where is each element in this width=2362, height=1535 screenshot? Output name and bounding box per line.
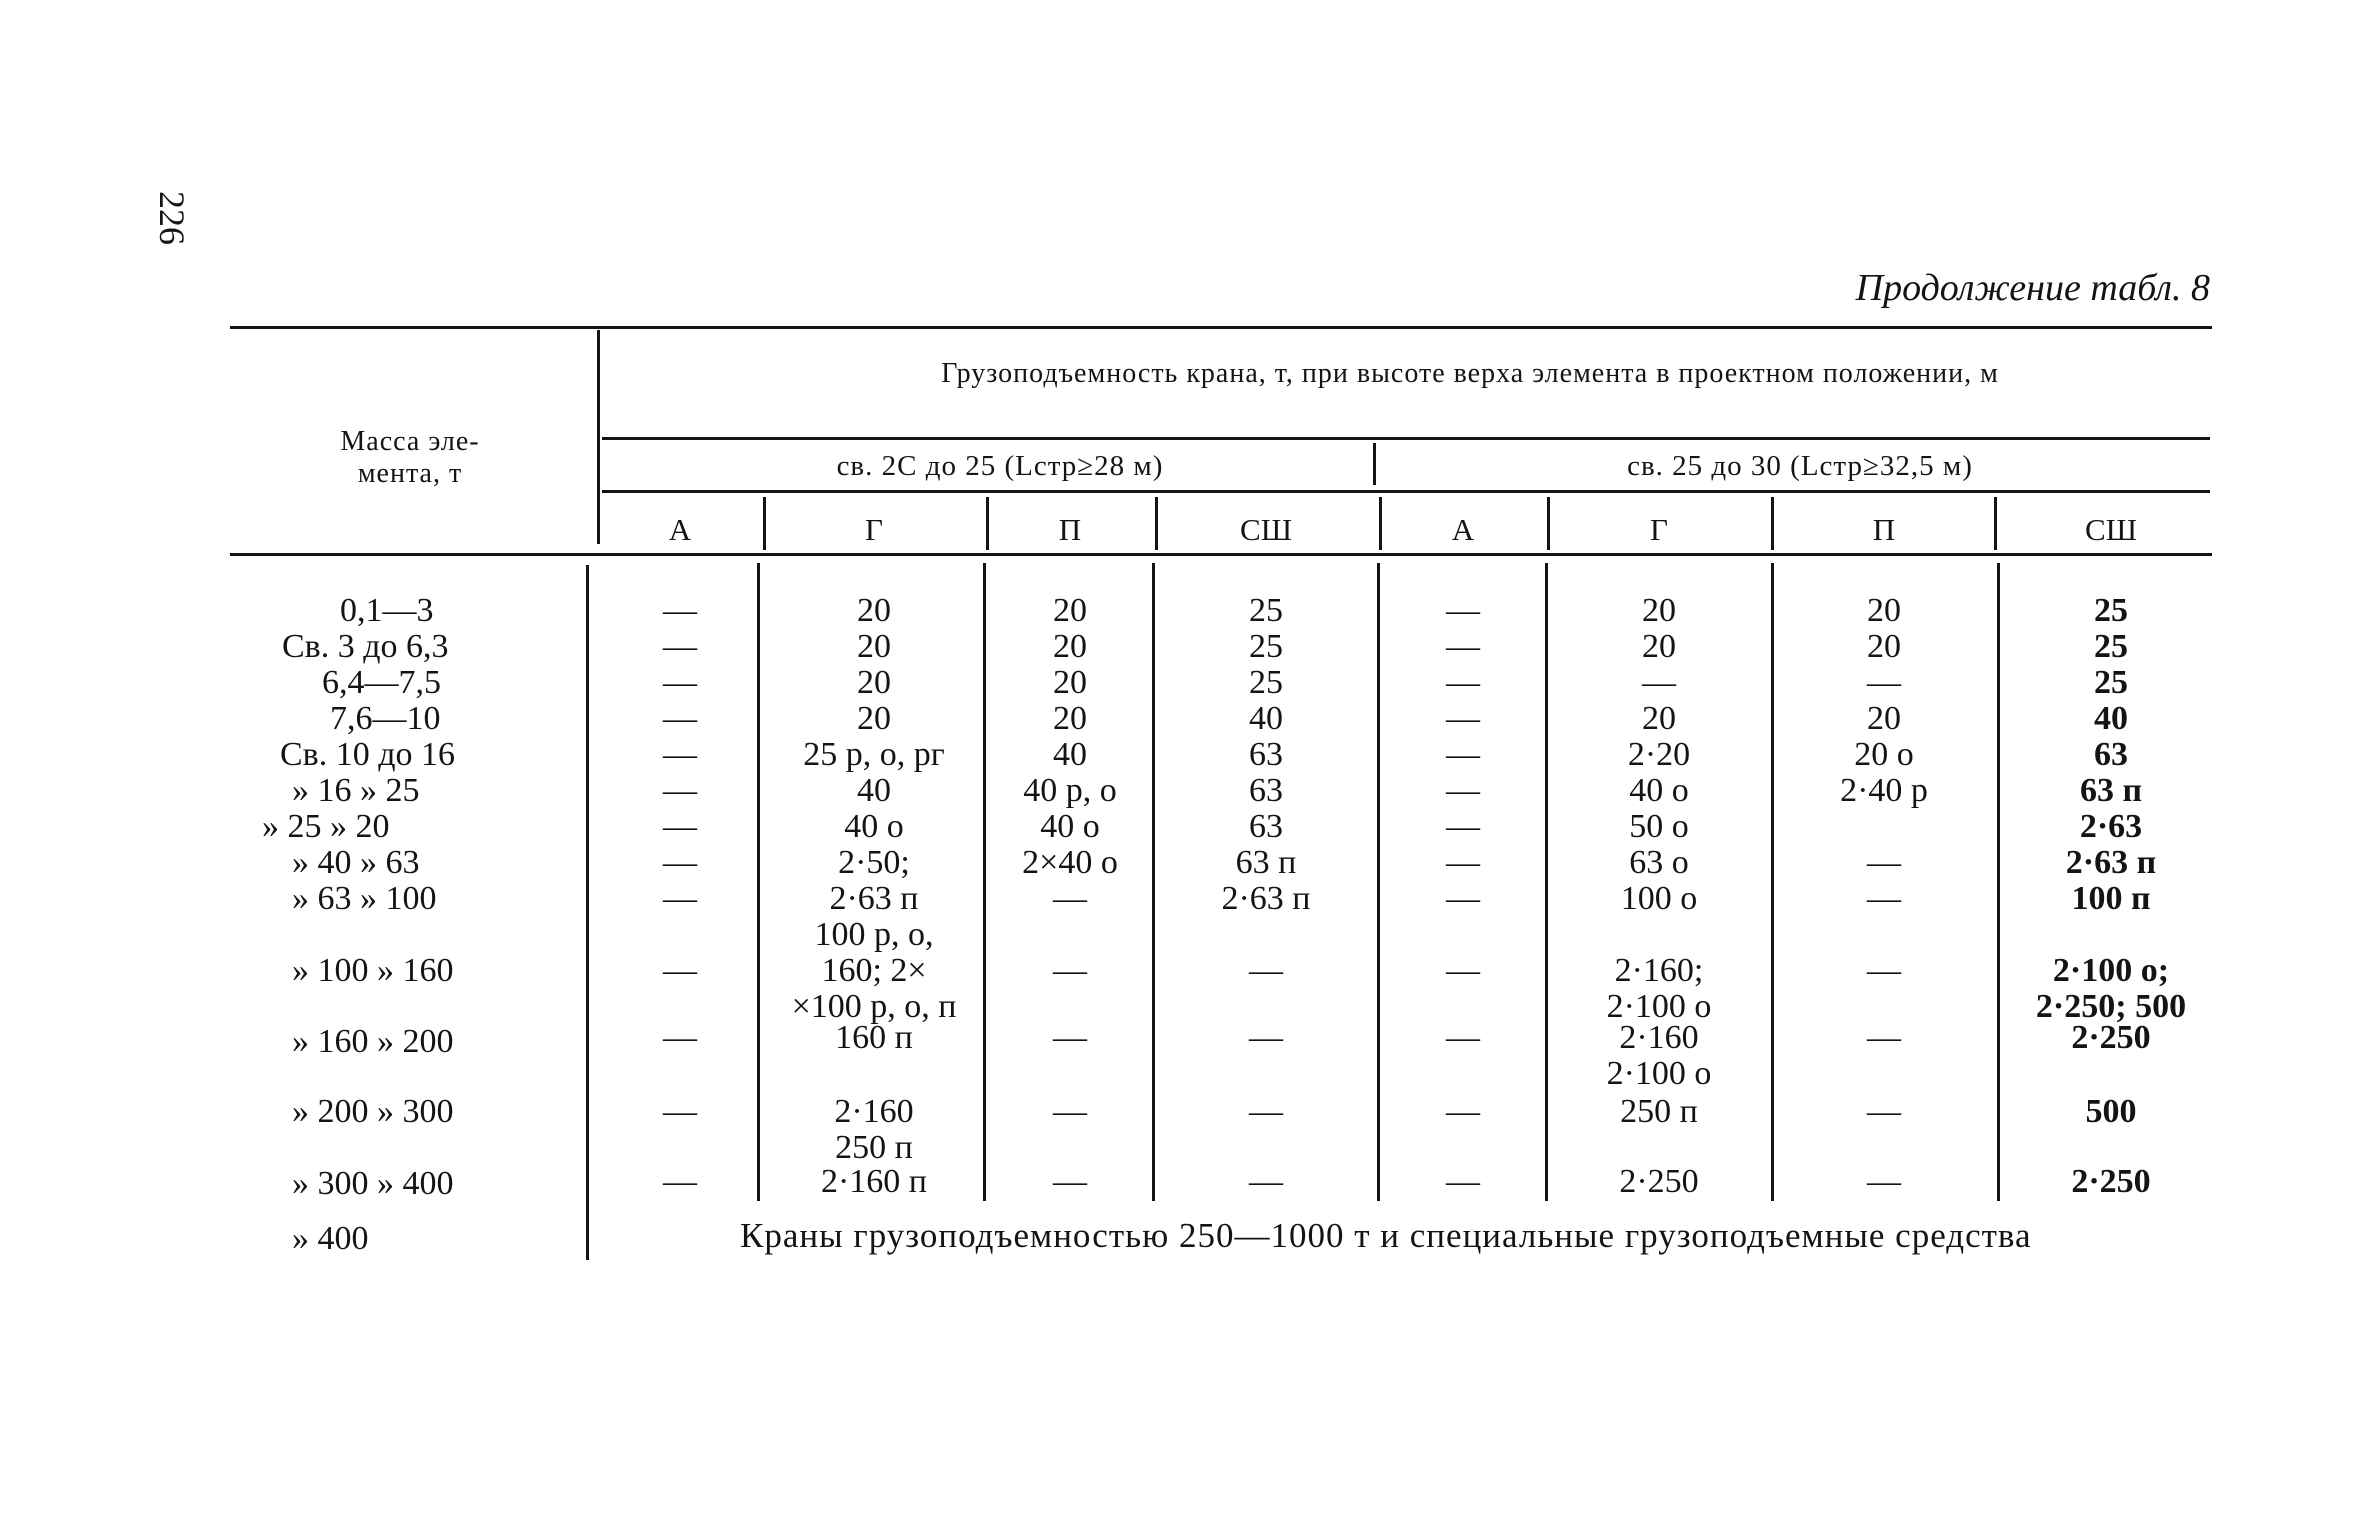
col-divider-b4	[1377, 563, 1380, 1201]
main-header: Грузоподъемность крана, т, при высоте верха элемента в проектном положении, м	[941, 358, 1999, 389]
table-cell: —	[1249, 1163, 1283, 1200]
table-cell: —	[1446, 700, 1480, 737]
row-mass-label: 0,1—3	[340, 592, 434, 629]
col-divider-h3	[1155, 497, 1158, 550]
table-cell: 25	[1249, 664, 1283, 701]
last-row-mass: » 400	[292, 1220, 369, 1257]
table-cell: 2·160 2·100 о	[1606, 1019, 1712, 1092]
table-cell: 40	[1249, 700, 1283, 737]
table-cell: —	[1446, 1019, 1480, 1056]
table-cell: 2×40 о	[1022, 844, 1118, 881]
table-cell: 20	[1867, 592, 1901, 629]
table-cell: —	[1446, 880, 1480, 917]
table-cell: 100 п	[2071, 880, 2151, 917]
table-cell: 63	[2094, 736, 2128, 773]
table-cell: 40 р, о	[1023, 772, 1117, 809]
table-cell: 50 о	[1629, 808, 1689, 845]
table-cell: —	[1446, 772, 1480, 809]
table-cell: —	[1446, 592, 1480, 629]
group-divider	[1373, 443, 1376, 485]
table-cell: —	[1446, 952, 1480, 989]
column-header: П	[1872, 512, 1896, 547]
row-mass-label: 7,6—10	[330, 700, 441, 737]
table-cell: 25	[2094, 592, 2128, 629]
table-cell: 40	[857, 772, 891, 809]
table-cell: —	[1446, 664, 1480, 701]
table-cell: —	[663, 736, 697, 773]
col-divider-b6	[1771, 563, 1774, 1201]
table-cell: 63	[1249, 736, 1283, 773]
table-cell: 2·40 р	[1840, 772, 1928, 809]
table-cell: 20	[1867, 700, 1901, 737]
table-cell: —	[1446, 1163, 1480, 1200]
table-cell: —	[663, 844, 697, 881]
table-cell: 25	[1249, 628, 1283, 665]
column-header: Г	[865, 512, 883, 547]
table-cell: 40 о	[1629, 772, 1689, 809]
table-cell: 20	[1642, 628, 1676, 665]
table-cell: —	[1867, 664, 1901, 701]
group-header-2: св. 25 до 30 (Lстр≥32,5 м)	[1627, 450, 1973, 482]
table-cell: —	[1642, 664, 1676, 701]
table-cell: 40 о	[1040, 808, 1100, 845]
table-cell: 63 о	[1629, 844, 1689, 881]
table-cell: 63	[1249, 808, 1283, 845]
column-header: Г	[1650, 512, 1668, 547]
col-divider-b5	[1545, 563, 1548, 1201]
row-mass-label: » 100 » 160	[292, 952, 454, 989]
column-header: П	[1058, 512, 1082, 547]
table-cell: 20	[1053, 700, 1087, 737]
table-cell: 63	[1249, 772, 1283, 809]
group-header-1: св. 2С до 25 (Lстр≥28 м)	[836, 450, 1164, 482]
row-mass-label: » 63 » 100	[292, 880, 437, 917]
table-cell: —	[1053, 1019, 1087, 1056]
top-rule	[230, 326, 2212, 329]
table-cell: —	[1867, 880, 1901, 917]
table-cell: 40	[1053, 736, 1087, 773]
row-mass-label: » 300 » 400	[292, 1165, 454, 1202]
col-divider-h1	[763, 497, 766, 550]
col-divider-b3	[1152, 563, 1155, 1201]
row-mass-label: 6,4—7,5	[322, 664, 441, 701]
table-caption: Продолжение табл. 8	[1855, 267, 2210, 309]
table-cell: 63 п	[2079, 772, 2143, 809]
header-subrule-1	[602, 437, 2210, 440]
mass-divider-body	[586, 565, 589, 1260]
table-cell: 100 о	[1620, 880, 1698, 917]
table-cell: 2·50;	[838, 844, 910, 881]
table-cell: 63 п	[1235, 844, 1297, 881]
col-divider-b7	[1997, 563, 2000, 1201]
table-cell: 25	[1249, 592, 1283, 629]
table-cell: 20	[857, 664, 891, 701]
table-cell: —	[663, 592, 697, 629]
table-cell: —	[663, 808, 697, 845]
column-header: СШ	[1240, 512, 1292, 547]
row-mass-label: Св. 3 до 6,3	[282, 628, 449, 665]
table-cell: —	[1867, 1019, 1901, 1056]
table-cell: 20	[1642, 700, 1676, 737]
row-mass-label: Св. 10 до 16	[280, 736, 456, 773]
row-mass-label: » 25 » 20	[262, 808, 390, 845]
table-cell: 25 р, о, рг	[803, 736, 945, 773]
table-cell: 2·63 п	[1221, 880, 1311, 917]
table-cell: —	[1249, 1019, 1283, 1056]
column-header: А	[668, 512, 692, 547]
table-cell: —	[1867, 1163, 1901, 1200]
table-cell: 2·100 о; 2·250; 500	[2035, 952, 2187, 1025]
table-cell: 20	[857, 628, 891, 665]
table-cell: —	[663, 664, 697, 701]
row-mass-label: » 40 » 63	[292, 844, 420, 881]
row-mass-label: » 160 » 200	[292, 1023, 454, 1060]
table-cell: 500	[2085, 1093, 2137, 1130]
table-cell: 2·63	[2079, 808, 2143, 845]
col-divider-h7	[1994, 497, 1997, 550]
table-cell: —	[663, 1163, 697, 1200]
header-bottom-rule	[230, 553, 2212, 556]
table-cell: —	[663, 952, 697, 989]
table-cell: —	[1446, 628, 1480, 665]
row-mass-label: » 16 » 25	[292, 772, 420, 809]
table-cell: —	[1053, 1163, 1087, 1200]
table-cell: 20	[1053, 664, 1087, 701]
table-cell: —	[1867, 844, 1901, 881]
col-divider-h4	[1379, 497, 1382, 550]
table-cell: 2·250	[2071, 1163, 2151, 1200]
column-header: СШ	[2085, 512, 2137, 547]
table-cell: 25	[2094, 628, 2128, 665]
table-cell: —	[663, 700, 697, 737]
table-cell: 20 о	[1854, 736, 1914, 773]
page-number: 226	[152, 191, 192, 245]
table-cell: 2·160 п	[820, 1163, 928, 1200]
header-subrule-2	[602, 490, 2210, 493]
table-cell: —	[1446, 808, 1480, 845]
table-cell: 2·20	[1627, 736, 1691, 773]
table-cell: 20	[1642, 592, 1676, 629]
mass-header: Масса эле- мента, т	[340, 426, 480, 489]
last-row-note: Краны грузоподъемностью 250—1000 т и специальные грузоподъемные средства	[740, 1216, 2032, 1255]
table-cell: —	[1053, 952, 1087, 989]
table-cell: 100 р, о, 160; 2× ×100 р, о, п	[791, 916, 957, 1025]
table-cell: —	[1446, 1093, 1480, 1130]
table-cell: 2·250	[1619, 1163, 1699, 1200]
column-header: А	[1451, 512, 1475, 547]
table-cell: 20	[1053, 592, 1087, 629]
table-cell: 2·63 п	[2065, 844, 2157, 881]
table-cell: 20	[1867, 628, 1901, 665]
table-cell: —	[663, 772, 697, 809]
table-cell: —	[1446, 736, 1480, 773]
table-cell: 20	[1053, 628, 1087, 665]
table-cell: —	[663, 1093, 697, 1130]
table-cell: 2·250	[2071, 1019, 2151, 1056]
table-cell: 20	[857, 700, 891, 737]
table-cell: 2·160; 2·100 о	[1606, 952, 1712, 1025]
table-cell: —	[1249, 1093, 1283, 1130]
table-cell: 250 п	[1620, 1093, 1698, 1130]
table-cell: —	[1249, 952, 1283, 989]
table-cell: 2·160 250 п	[834, 1093, 914, 1166]
table-cell: —	[1053, 880, 1087, 917]
table-cell: —	[663, 880, 697, 917]
table-cell: —	[1867, 952, 1901, 989]
table-cell: 40	[2094, 700, 2128, 737]
col-divider-h2	[986, 497, 989, 550]
col-divider-b1	[757, 563, 760, 1201]
col-divider-b2	[983, 563, 986, 1201]
table-cell: —	[1867, 1093, 1901, 1130]
table-cell: 25	[2094, 664, 2128, 701]
table-cell: —	[1053, 1093, 1087, 1130]
table-cell: 20	[857, 592, 891, 629]
table-cell: 2·63 п	[829, 880, 919, 917]
table-cell: 40 о	[844, 808, 904, 845]
table-cell: —	[663, 628, 697, 665]
table-cell: —	[1446, 844, 1480, 881]
table-cell: 160 п	[835, 1019, 913, 1056]
row-mass-label: » 200 » 300	[292, 1093, 454, 1130]
mass-divider	[597, 330, 600, 544]
col-divider-h6	[1771, 497, 1774, 550]
col-divider-h5	[1547, 497, 1550, 550]
table-cell: —	[663, 1019, 697, 1056]
